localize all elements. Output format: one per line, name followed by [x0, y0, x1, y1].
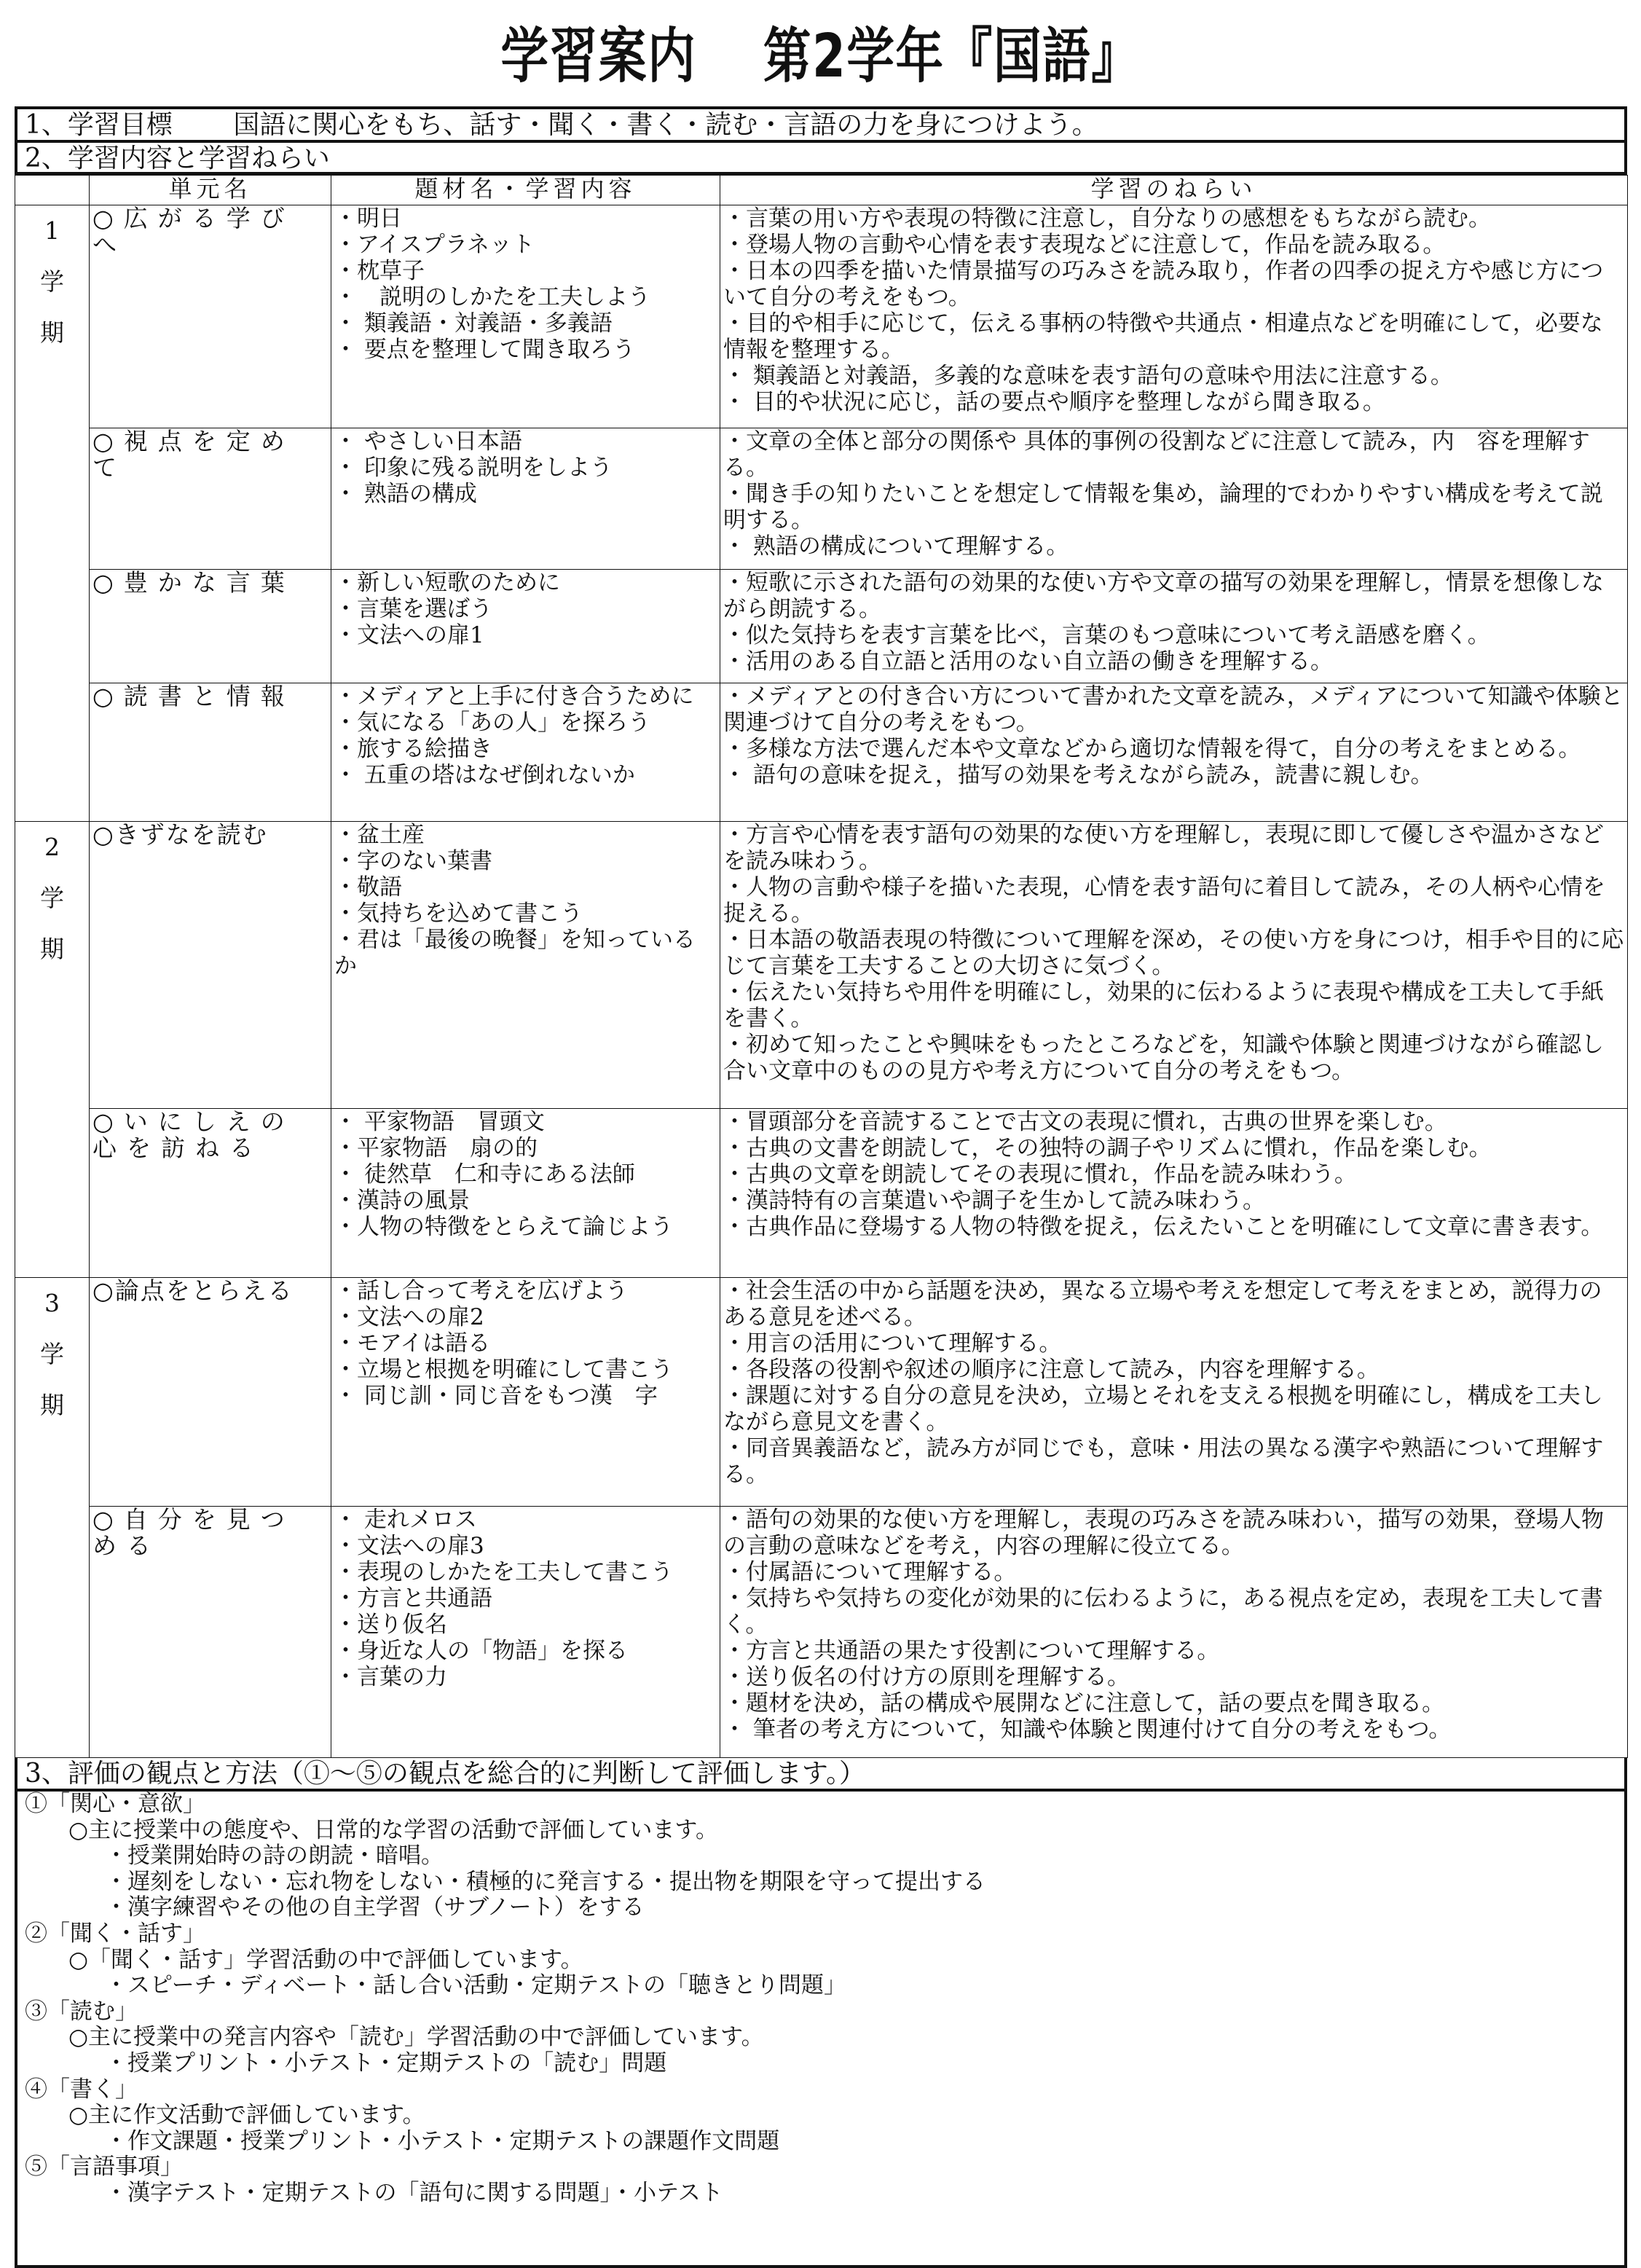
term-label-char: 期	[40, 935, 64, 963]
list-item: ・方言と共通語の果たす役割について理解する。	[723, 1638, 1220, 1664]
list-item: ・伝えたい気持ちや用件を明確にし，効果的に伝わるように表現や構成を工夫して手紙を書く。	[723, 979, 1604, 1032]
unit-name: ○視点を定め て	[90, 428, 331, 570]
aim-list	[720, 428, 1628, 570]
term-label	[15, 205, 90, 822]
list-item: ・古典の文書を朗読して，その独特の調子やリズムに慣れ，作品を楽しむ。	[723, 1135, 1492, 1161]
list-item: ・人物の特徴をとらえて論じよう	[334, 1214, 673, 1240]
aim-list	[720, 1278, 1628, 1507]
list-item: ・各段落の役割や叙述の順序に注意して読み，内容を理解する。	[723, 1357, 1380, 1383]
list-item: ・目的や相手に応じて，伝える事柄の特徴や共通点・相違点などを明確にして，必要な情報を整理する。	[723, 310, 1603, 363]
list-item: ・ 印象に残る説明をしよう	[334, 455, 613, 481]
list-item: ・ やさしい日本語	[334, 428, 522, 455]
term-label-char: 3	[44, 1289, 60, 1317]
list-item: ・漢詩の風景	[334, 1188, 470, 1214]
material-list	[331, 570, 720, 683]
evaluation-line: ○主に授業中の態度や、日常的な学習の活動で評価しています。	[68, 1816, 718, 1843]
aim-list	[720, 1109, 1628, 1278]
material-list	[331, 1278, 720, 1507]
material-list	[331, 683, 720, 822]
table-row	[15, 1278, 1628, 1507]
list-item: ・文法への扉1	[334, 622, 484, 648]
list-item: ・ 類義語・対義語・多義語	[334, 310, 613, 337]
material-list	[331, 1109, 720, 1278]
list-item: ・ 類義語と対義語，多義的な意味を表す語句の意味や用法に注意する。	[723, 363, 1453, 389]
content-heading: 2、学習内容と学習ねらい	[15, 143, 1627, 175]
evaluation-category: ⑤「言語事項」	[25, 2154, 183, 2181]
term-label-char: 1	[44, 216, 60, 245]
list-item: ・送り仮名	[334, 1612, 447, 1638]
evaluation-category: ②「聞く・話す」	[25, 1920, 205, 1947]
table-row	[15, 428, 1628, 570]
list-item: ・日本の四季を描いた情景描写の巧みさを読み取り，作者の四季の捉え方や感じ方について自分の考えをもつ。	[723, 258, 1604, 310]
term-label-char: 期	[40, 318, 64, 347]
list-item: ・ 熟語の構成について理解する。	[723, 533, 1069, 560]
list-item: ・ 同じ訓・同じ音をもつ漢 字	[334, 1383, 658, 1409]
list-item: ・字のない葉書	[334, 848, 492, 874]
list-item: ・似た気持ちを表す言葉を比べ，言葉のもつ意味について考え語感を磨く。	[723, 622, 1490, 648]
evaluation-category: ③「読む」	[25, 1998, 138, 2025]
evaluation-category: ①「関心・意欲」	[25, 1791, 205, 1817]
term-label-char: 期	[40, 1391, 64, 1419]
unit-name: ○広がる学び へ	[90, 205, 331, 428]
list-item: ・送り仮名の付け方の原則を理解する。	[723, 1664, 1130, 1690]
aim-list	[720, 570, 1628, 683]
list-item: ・ 語句の意味を捉え，描写の効果を考えながら読み，読書に親しむ。	[723, 762, 1433, 788]
unit-name: ○論点をとらえる	[90, 1278, 331, 1507]
list-item: ・ 説明のしかたを工夫しよう	[334, 284, 650, 310]
list-item: ・ 要点を整理して聞き取ろう	[334, 337, 635, 363]
list-item: ・社会生活の中から話題を決め，異なる立場や考えを想定して考えをまとめ，説得力のある意見を述べる。	[723, 1278, 1602, 1330]
table-row	[15, 205, 1628, 428]
unit-column-header: 単元名	[90, 176, 331, 205]
list-item: ・人物の言動や様子を描いた表現，心情を表す語句に着目して読み，その人柄や心情を捉える。	[723, 874, 1605, 927]
list-item: ・聞き手の知りたいことを想定して情報を集め，論理的でわかりやすい構成を考えて説明する。	[723, 481, 1603, 533]
list-item: ・同音異義語など，読み方が同じでも，意味・用法の異なる漢字や熟語について理解する。	[723, 1435, 1604, 1488]
list-item: ・用言の活用について理解する。	[723, 1330, 1062, 1357]
list-item: ・題材を決め，話の構成や展開などに注意して，話の要点を聞き取る。	[723, 1690, 1445, 1716]
list-item: ・身近な人の「物語」を探る	[334, 1638, 628, 1664]
material-list	[331, 428, 720, 570]
term-label-char: 2	[44, 833, 60, 861]
evaluation-line: ・作文課題・授業プリント・小テスト・定期テストの課題作文問題	[105, 2127, 780, 2154]
aim-list	[720, 822, 1628, 1109]
list-item: ・方言や心情を表す語句の効果的な使い方を理解し，表現に即して優しさや温かさなどを読み味わう。	[723, 822, 1604, 874]
evaluation-line: ・スピーチ・ディベート・話し合い活動・定期テストの「聴きとり問題」	[105, 1972, 847, 1999]
term-label-char: 学	[40, 267, 64, 296]
aim-list	[720, 1507, 1628, 1758]
list-item: ・気持ちを込めて書こう	[334, 900, 583, 927]
evaluation-category: ④「書く」	[25, 2076, 138, 2103]
list-item: ・言葉を選ぼう	[334, 596, 492, 622]
material-column-header: 題材名・学習内容	[331, 176, 720, 205]
evaluation-heading: 3、評価の観点と方法（①～⑤の観点を総合的に判断して評価します。）	[15, 1758, 1627, 1792]
list-item: ・登場人物の言動や心情を表す表現などに注意して，作品を読み取る。	[723, 232, 1446, 258]
list-item: ・明日	[334, 205, 402, 232]
term-column-header	[15, 176, 90, 205]
table-header-row	[15, 176, 1628, 205]
evaluation-line: ・漢字テスト・定期テストの「語句に関する問題」・小テスト	[105, 2179, 723, 2206]
list-item: ・短歌に示された語句の効果的な使い方や文章の描写の効果を理解し，情景を想像しながら朗読する。	[723, 570, 1604, 622]
table-row	[15, 1109, 1628, 1278]
study-plan-table	[15, 175, 1628, 1758]
term-label	[15, 822, 90, 1278]
evaluation-line: ○主に作文活動で評価しています。	[68, 2102, 425, 2129]
list-item: ・ 筆者の考え方について，知識や体験と関連付けて自分の考えをもつ。	[723, 1716, 1452, 1743]
list-item: ・言葉の用い方や表現の特徴に注意し，自分なりの感想をもちながら読む。	[723, 205, 1491, 232]
unit-name: ○自分を見つ める	[90, 1507, 331, 1758]
evaluation-line: ○主に授業中の発言内容や「読む」学習活動の中で評価しています。	[68, 2024, 764, 2051]
goal-text: 国語に関心をもち、話す・聞く・書く・読む・言語の力を身につけよう。	[233, 110, 1098, 140]
list-item: ・話し合って考えを広げよう	[334, 1278, 628, 1304]
list-item: ・旅する絵描き	[334, 736, 492, 762]
list-item: ・表現のしかたを工夫して書こう	[334, 1559, 673, 1585]
term-label-char: 学	[40, 1340, 64, 1368]
list-item: ・初めて知ったことや興味をもったところなどを，知識や体験と関連づけながら確認し合い文章中のものの見方や考え方について自分の考えをもつ。	[723, 1032, 1604, 1084]
list-item: ・方言と共通語	[334, 1585, 492, 1612]
list-item: ・メディアとの付き合い方について書かれた文章を読み，メディアについて知識や体験と関連づけて自分の考えをもつ。	[723, 683, 1624, 736]
evaluation-line: ・授業開始時の詩の朗読・暗唱。	[105, 1843, 444, 1869]
term-label-char: 学	[40, 884, 64, 912]
list-item: ・ 目的や状況に応じ，話の要点や順序を整理しながら聞き取る。	[723, 389, 1385, 415]
list-item: ・気持ちや気持ちの変化が効果的に伝わるように，ある視点を定め，表現を工夫して書く。	[723, 1585, 1603, 1638]
aim-list	[720, 683, 1628, 822]
term-label	[15, 1278, 90, 1758]
list-item: ・漢詩特有の言葉遣いや調子を生かして読み味わう。	[723, 1188, 1265, 1214]
list-item: ・気になる「あの人」を探ろう	[334, 710, 650, 736]
list-item: ・盆土産	[334, 822, 425, 848]
list-item: ・ 熟語の構成	[334, 481, 477, 507]
list-item: ・文法への扉2	[334, 1304, 484, 1330]
list-item: ・君は「最後の晩餐」を知っているか	[334, 927, 696, 979]
table-row	[15, 822, 1628, 1109]
material-list	[331, 1507, 720, 1758]
list-item: ・ 五重の塔はなぜ倒れないか	[334, 762, 635, 788]
list-item: ・文章の全体と部分の関係や 具体的事例の役割などに注意して読み，内 容を理解する。	[723, 428, 1590, 481]
goal-label: 1、学習目標	[25, 110, 173, 140]
list-item: ・枕草子	[334, 258, 425, 284]
evaluation-line: ・漢字練習やその他の自主学習（サブノート）をする	[105, 1894, 645, 1921]
aim-list	[720, 205, 1628, 428]
evaluation-body	[15, 1792, 1627, 2268]
list-item: ・新しい短歌のために	[334, 570, 560, 596]
list-item: ・ 徒然草 仁和寺にある法師	[334, 1161, 635, 1188]
list-item: ・ 走れメロス	[334, 1507, 477, 1533]
list-item: ・メディアと上手に付き合うために	[334, 683, 694, 710]
list-item: ・言葉の力	[334, 1664, 447, 1690]
list-item: ・敬語	[334, 874, 402, 900]
unit-name: ○いにしえの 心を訪ねる	[90, 1109, 331, 1278]
list-item: ・モアイは語る	[334, 1330, 491, 1357]
list-item: ・日本語の敬語表現の特徴について理解を深め，その使い方を身につけ，相手や目的に応じて言葉を工夫することの大切さに気づく。	[723, 927, 1624, 979]
table-row	[15, 570, 1628, 683]
material-list	[331, 822, 720, 1109]
table-row	[15, 683, 1628, 822]
list-item: ・文法への扉3	[334, 1533, 484, 1559]
unit-name: ○きずなを読む	[90, 822, 331, 1109]
list-item: ・活用のある自立語と活用のない自立語の働きを理解する。	[723, 648, 1333, 675]
evaluation-line: ・授業プリント・小テスト・定期テストの「読む」問題	[105, 2049, 667, 2076]
list-item: ・ 平家物語 冒頭文	[334, 1109, 545, 1135]
unit-name: ○豊かな言葉	[90, 570, 331, 683]
list-item: ・平家物語 扇の的	[334, 1135, 538, 1161]
list-item: ・語句の効果的な使い方を理解し，表現の巧みさを読み味わい，描写の効果，登場人物の言動の意味などを考え，内容の理解に役立てる。	[723, 1507, 1604, 1559]
material-list	[331, 205, 720, 428]
list-item: ・古典作品に登場する人物の特徴を捉え，伝えたいことを明確にして文章に書き表す。	[723, 1214, 1604, 1240]
evaluation-line: ○「聞く・話す」学習活動の中で評価しています。	[68, 1946, 583, 1973]
aim-column-header: 学習のねらい	[720, 176, 1628, 205]
page-title: 学習案内 第2学年『国語』	[500, 22, 1141, 91]
list-item: ・冒頭部分を音読することで古文の表現に慣れ，古典の世界を楽しむ。	[723, 1109, 1447, 1135]
list-item: ・多様な方法で選んだ本や文章などから適切な情報を得て，自分の考えをまとめる。	[723, 736, 1581, 762]
list-item: ・アイスプラネット	[334, 232, 535, 258]
list-item: ・付属語について理解する。	[723, 1559, 1017, 1585]
learning-goal-row	[15, 106, 1627, 143]
unit-name: ○読書と情報	[90, 683, 331, 822]
document-frame	[15, 106, 1627, 2268]
evaluation-line: ・遅刻をしない・忘れ物をしない・積極的に発言する・提出物を期限を守って提出する	[105, 1868, 985, 1895]
list-item: ・課題に対する自分の意見を決め，立場とそれを支える根拠を明確にし，構成を工夫しながら意見文を書く。	[723, 1383, 1603, 1435]
list-item: ・古典の文章を朗読してその表現に慣れ，作品を読み味わう。	[723, 1161, 1357, 1188]
table-row	[15, 1507, 1628, 1758]
list-item: ・立場と根拠を明確にして書こう	[334, 1357, 673, 1383]
